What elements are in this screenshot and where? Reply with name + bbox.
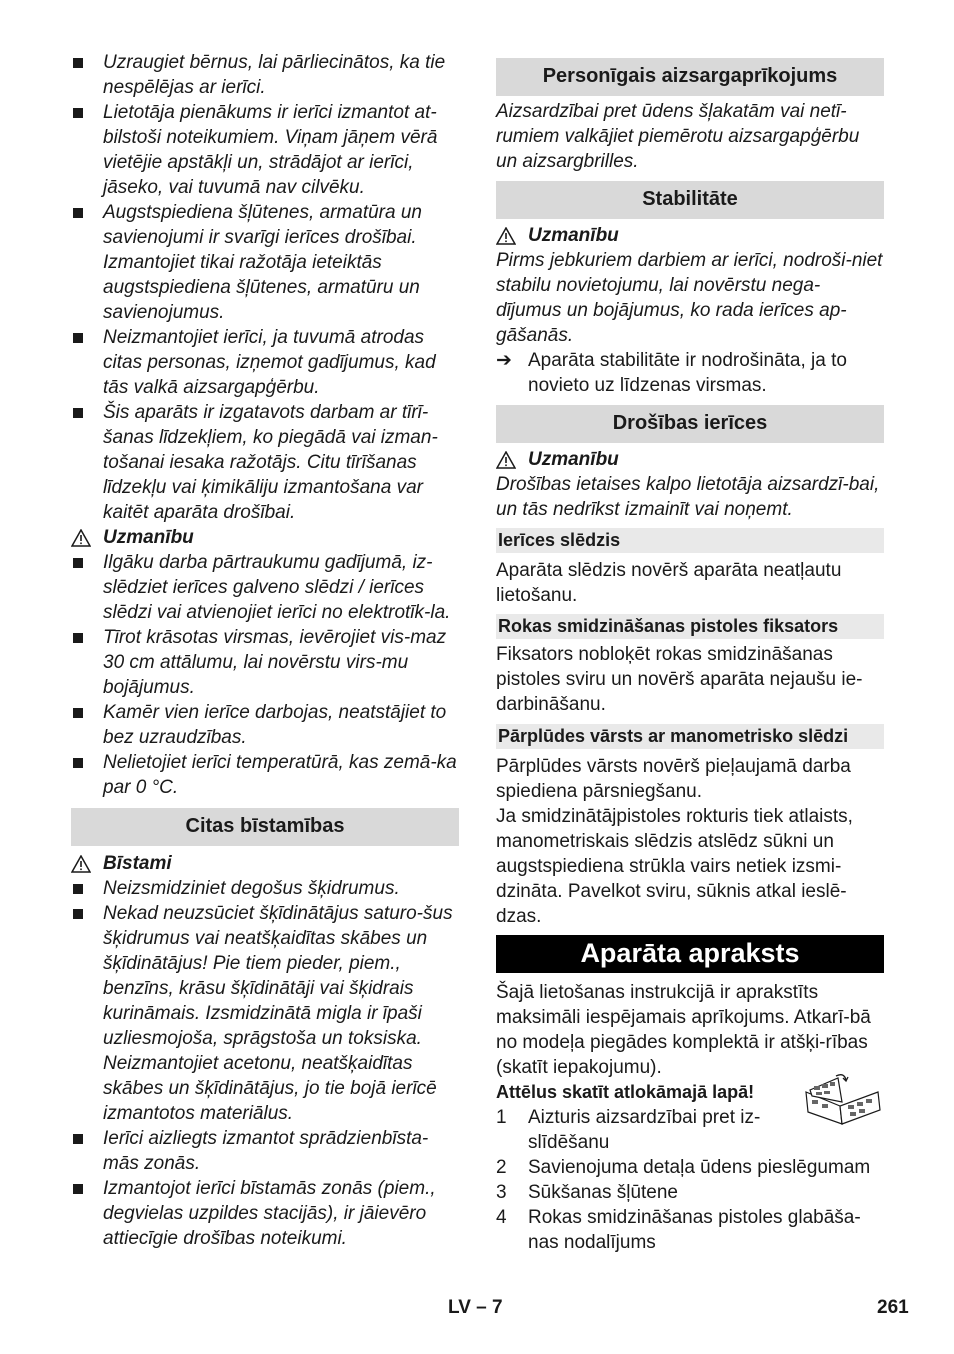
list-item: Neizsmidziniet degošus šķidrumus. xyxy=(71,876,459,901)
list-item: Izmantojot ierīci bīstamās zonās (piem., degvielas uzpildes stacijās), ir jāievēro attiecīgie drošības noteikumi. xyxy=(71,1176,459,1251)
list-item: Augstspiediena šļūtenes, armatūra un savienojumi ir svarīgi ierīces drošībai. Izmantojiet tikai ražotāja ieteiktās augstspiediena šļūtenes, armatūru un savienojumus. xyxy=(71,200,459,325)
page-footer-label: LV – 7 xyxy=(448,1297,503,1318)
warning-icon xyxy=(71,529,91,547)
warning-icon xyxy=(71,855,91,873)
list-item: Nekad neuzsūciet šķīdinātājus saturo-šus šķidrumus vai neatšķaidītas skābes un šķīdinātājus! Pie tiem pieder, piem., benzīns, krāsu šķīdinātāji vai šķidrais kurināmais. Izsmidzinātā migla ir īpaši uzliesmojoša, sprāgstoša un toksiska. Neizmantojiet acetonu, neatšķaidītas skābes un šķīdinātājus, jo tie bojā ierīcē izmantotos materiālus. xyxy=(71,901,459,1126)
danger-heading: Bīstami xyxy=(71,851,459,876)
list-item: 1 Aizturis aizsardzībai pret iz-slīdēšanu xyxy=(496,1107,761,1153)
warning-heading: Uzmanību xyxy=(496,223,884,248)
right-column xyxy=(496,58,884,1255)
page-number: 261 xyxy=(877,1297,909,1318)
manual-book-icon xyxy=(802,1072,884,1128)
list-item: Nelietojiet ierīci temperatūrā, kas zemā-ka par 0 °C. xyxy=(71,750,459,800)
list-item: Ierīci aizliegts izmantot sprādzienbīsta-mās zonās. xyxy=(71,1126,459,1176)
list-item: ➔ Aparāta stabilitāte ir nodrošināta, ja to novieto uz līdzenas virsmas. xyxy=(496,350,847,396)
chapter-heading: Aparāta apraksts xyxy=(496,935,884,973)
paragraph: Drošības ietaises kalpo lietotāja aizsardzī-bai, un tās nedrīkst izmainīt vai noņemt. xyxy=(496,474,880,520)
warning-heading: Uzmanību xyxy=(71,525,459,550)
subsection-heading: Ierīces slēdzis xyxy=(496,528,884,553)
list-item: Neizmantojiet ierīci, ja tuvumā atrodas citas personas, izņemot gadījumus, kad tās valkā aizsargapģērbu. xyxy=(71,325,459,400)
list-item: Uzraugiet bērnus, lai pārliecinātos, ka tie nespēlējas ar ierīci. xyxy=(71,50,459,100)
section-heading: Personīgais aizsargaprīkojums xyxy=(496,58,884,96)
foldout-note: Attēlus skatīt atlokāmajā lapā! xyxy=(496,1082,755,1102)
section-heading: Citas bīstamības xyxy=(71,808,459,846)
paragraph: Aizsardzībai pret ūdens šļakatām vai netī-rumiem valkājiet piemērotu aizsargapģērbu un aizsargbrilles. xyxy=(496,101,860,172)
list-item: 2 Savienojuma detaļa ūdens pieslēgumam xyxy=(496,1157,871,1178)
list-item: Šis aparāts ir izgatavots darbam ar tīrī-šanas līdzekļiem, ko piegādā vai izman-tošanai iesaka ražotājs. Citu tīrīšanas līdzekļu vai ķimikāliju izmantošana var kaitēt aparāta drošībai. xyxy=(71,400,459,525)
list-item: Tīrot krāsotas virsmas, ievērojiet vis-maz 30 cm attālumu, lai novērstu virs-mu bojājumus. xyxy=(71,625,459,700)
list-item: Lietotāja pienākums ir ierīci izmantot at-bilstoši noteikumiem. Viņam jāņem vērā vietējie apstākļi un, strādājot ar ierīci, jāseko, vai tuvumā nav cilvēku. xyxy=(71,100,459,200)
paragraph: Aparāta slēdzis novērš aparāta neatļautu lietošanu. xyxy=(496,560,842,606)
paragraph: Pārplūdes vārsts novērš pieļaujamā darba spiediena pārsniegšanu. xyxy=(496,756,851,802)
list-item: Kamēr vien ierīce darbojas, neatstājiet to bez uzraudzības. xyxy=(71,700,459,750)
section-heading: Drošības ierīces xyxy=(496,405,884,443)
list-item: 3 Sūkšanas šļūtene xyxy=(496,1182,678,1203)
list-item: Ilgāku darba pārtraukumu gadījumā, iz-slēdziet ierīces galveno slēdzi / ierīces slēdzi vai atvienojiet ierīci no elektrotīk-la. xyxy=(71,550,459,625)
warning-icon xyxy=(496,227,516,245)
paragraph: Pirms jebkuriem darbiem ar ierīci, nodroši-niet stabilu novietojumu, lai novērstu nega-dījumus un bojājumus, ko rada ierīces ap-gāšanās. xyxy=(496,250,883,346)
paragraph: Ja smidzinātājpistoles rokturis tiek atlaists, manometriskais slēdzis atslēdz sūkni un augstspiediena strūkla vairs netiek izsmi-dzināta. Pavelkot sviru, sūknis atkal ieslē-dzas. xyxy=(496,806,853,927)
subsection-heading: Pārplūdes vārsts ar manometrisko slēdzi xyxy=(496,724,884,749)
paragraph: Fiksators nobloķēt rokas smidzināšanas pistoles sviru un novērš aparāta nejaušu ie-darbināšanu. xyxy=(496,644,863,715)
warning-icon xyxy=(496,451,516,469)
section-heading: Stabilitāte xyxy=(496,181,884,219)
warning-heading: Uzmanību xyxy=(496,447,884,472)
arrow-icon: ➔ xyxy=(496,350,512,371)
paragraph: Šajā lietošanas instrukcijā ir aprakstīts maksimāli iespējamais aprīkojums. Atkarī-bā no modeļa piegādes komplektā ir atšķi-rības (skatīt iepakojumu). xyxy=(496,982,871,1078)
left-column xyxy=(71,50,459,1251)
subsection-heading: Rokas smidzināšanas pistoles fiksators xyxy=(496,614,884,639)
list-item: 4 Rokas smidzināšanas pistoles glabāša-nas nodalījums xyxy=(496,1207,861,1253)
